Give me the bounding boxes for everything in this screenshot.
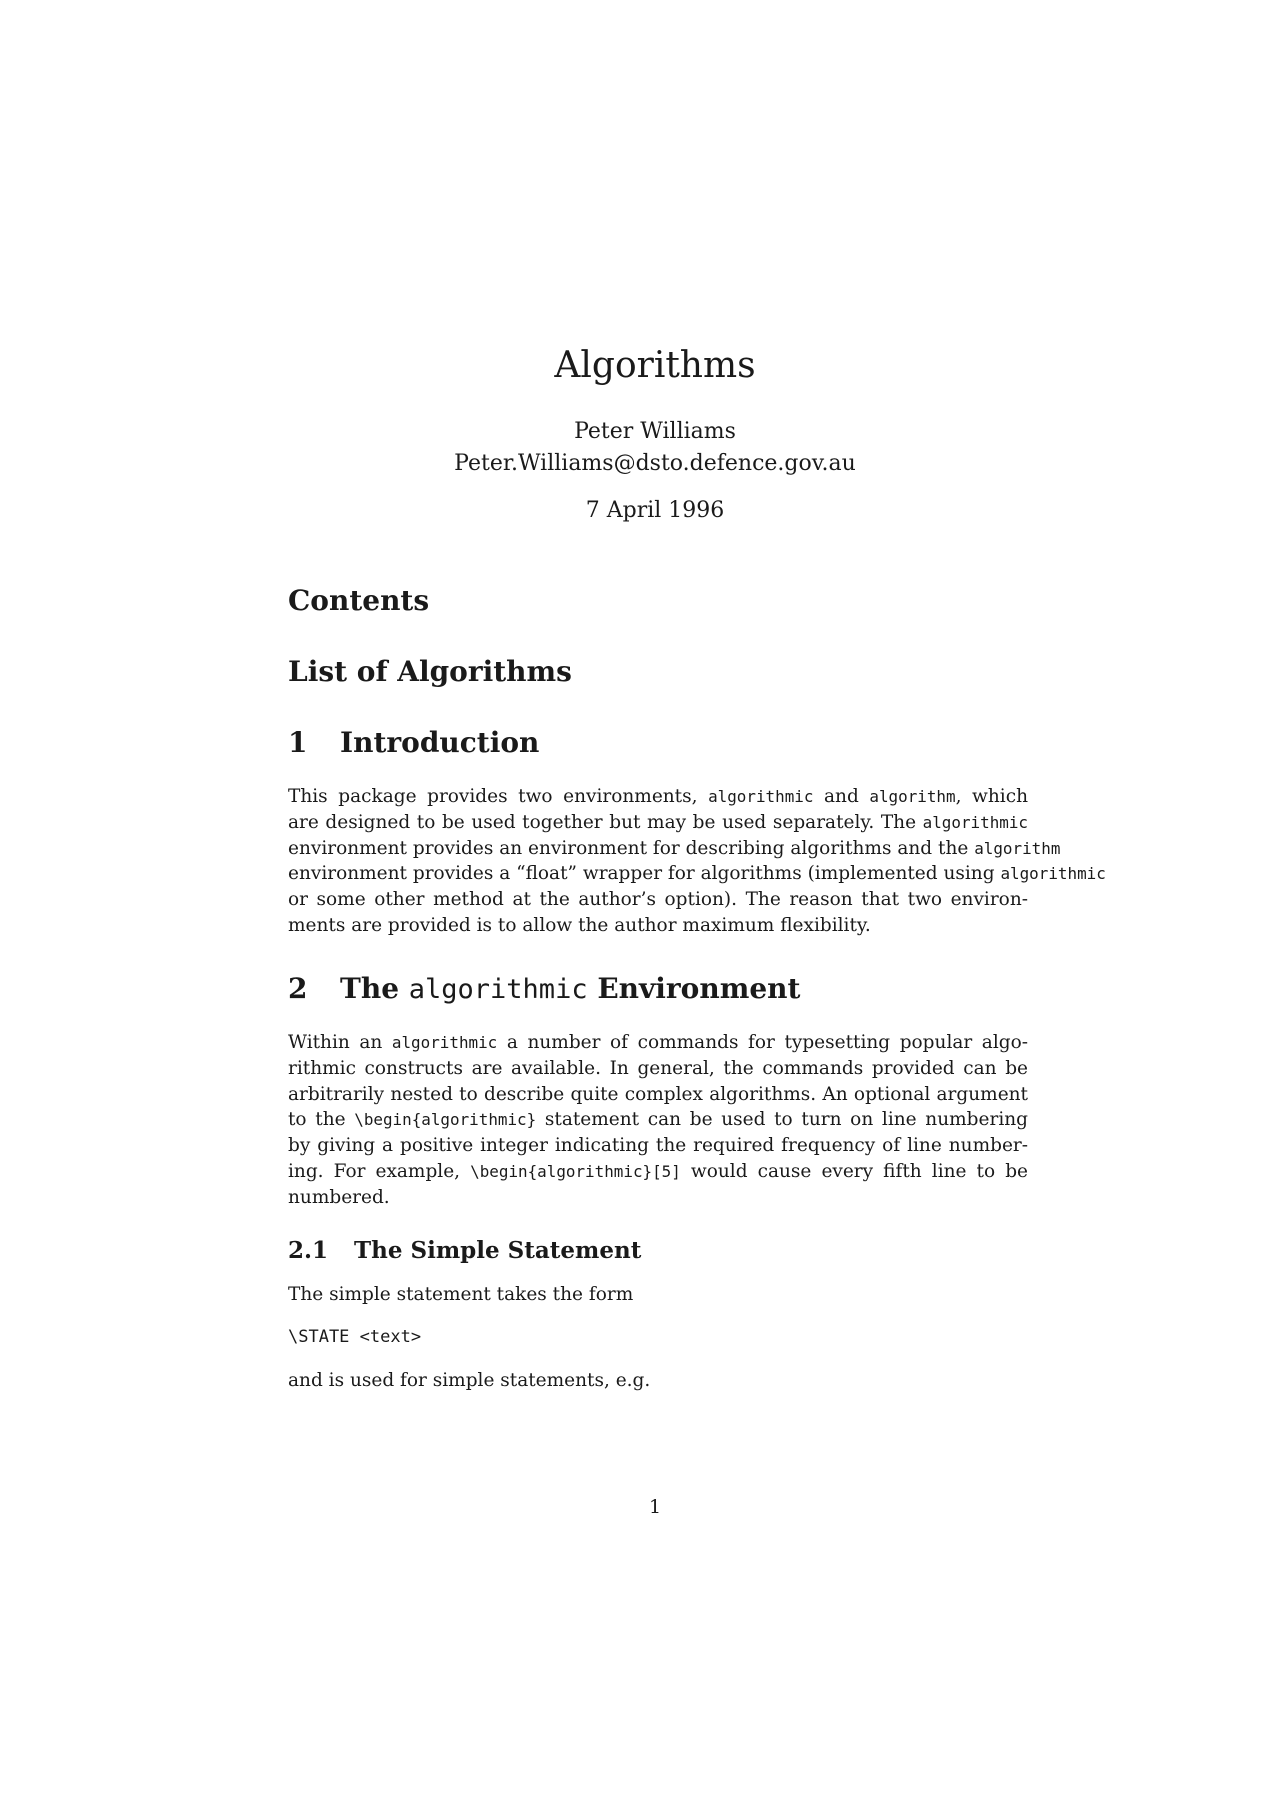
text-run: to the — [288, 1109, 355, 1131]
text-run: ments are provided is to allow the author maximum flexibility. — [288, 914, 871, 936]
inline-code: \begin{algorithmic} — [354, 1110, 537, 1130]
section-title-pre: The — [340, 972, 409, 1005]
paragraph-line — [288, 1185, 1028, 1211]
subsection-2-1-after: and is used for simple statements, e.g. — [288, 1370, 651, 1391]
section-1-heading — [288, 726, 1028, 760]
code-example: \STATE <text> — [288, 1327, 422, 1347]
section-title-post: Environment — [587, 972, 801, 1005]
text-run: statement can be used to turn on line numbering — [536, 1109, 1028, 1131]
paragraph-line — [288, 913, 1028, 939]
author-email: Peter.Williams@dsto.defence.gov.au — [454, 451, 856, 476]
text-run: environment provides a “float” wrapper for algorithms (implemented using — [288, 863, 1001, 885]
paragraph-line — [288, 1107, 1028, 1133]
section-number: 2 — [288, 972, 308, 1005]
section-title: Introduction — [340, 726, 540, 759]
text-run: arbitrarily nested to describe quite complex algorithms. An optional argument — [288, 1083, 1028, 1105]
paragraph-line — [288, 784, 1028, 810]
inline-code: algorithmic — [708, 787, 814, 806]
subsection-title: The Simple Statement — [354, 1237, 642, 1264]
inline-code: \begin{algorithmic}[5] — [470, 1161, 681, 1181]
section-1-paragraph — [288, 784, 1106, 939]
list-of-algorithms-heading: List of Algorithms — [288, 655, 572, 688]
inline-code: algorithm — [869, 787, 956, 806]
inline-code: algorithm — [974, 838, 1061, 858]
subsection-2-1-intro: The simple statement takes the form — [288, 1284, 634, 1305]
paragraph-line — [288, 836, 1061, 862]
text-run: a number of commands for typesetting popular algo- — [497, 1032, 1028, 1053]
text-run: would cause every fifth line to be — [680, 1160, 1028, 1182]
subsection-2-1-heading — [288, 1236, 1028, 1266]
text-run: This package provides two environments, — [288, 786, 709, 807]
paragraph-line — [288, 1030, 1028, 1056]
document-date: 7 April 1996 — [585, 498, 725, 523]
text-run: rithmic constructs are available. In general, the commands provided can be — [288, 1057, 1028, 1079]
text-run: , which — [955, 786, 1028, 807]
text-run: Within an — [288, 1032, 392, 1053]
text-run: are designed to be used together but may be used separately. The — [288, 811, 923, 833]
inline-code: algorithmic — [922, 812, 1028, 832]
document-title: Algorithms — [554, 345, 756, 386]
text-run: numbered. — [288, 1186, 390, 1208]
paragraph-line — [288, 861, 1106, 887]
section-number: 1 — [288, 726, 308, 759]
title-block — [0, 346, 1280, 526]
subsection-number: 2.1 — [288, 1237, 329, 1264]
author-name: Peter Williams — [574, 419, 736, 444]
inline-code: algorithmic — [1000, 864, 1106, 884]
text-run: or some other method at the author’s option). The reason that two environ- — [288, 889, 1028, 911]
author-block — [0, 416, 1280, 480]
paragraph-line — [288, 1133, 1028, 1159]
section-2-heading — [288, 972, 1028, 1007]
paragraph-line — [288, 887, 1028, 913]
contents-heading: Contents — [288, 584, 430, 617]
text-run: environment provides an environment for describing algorithms and the — [288, 837, 975, 859]
paragraph-line — [288, 1082, 1028, 1108]
text-run: ing. For example, — [288, 1160, 471, 1182]
section-title-code: algorithmic — [408, 974, 588, 1005]
section-2-paragraph — [288, 1030, 1028, 1211]
paragraph-line — [288, 810, 1028, 836]
inline-code: algorithmic — [391, 1033, 498, 1052]
text-run: by giving a positive integer indicating the required frequency of line number- — [288, 1135, 1028, 1157]
text-run: and — [813, 786, 870, 807]
page-number: 1 — [648, 1496, 662, 1518]
paragraph-line — [288, 1159, 1028, 1185]
paragraph-line — [288, 1056, 1028, 1082]
